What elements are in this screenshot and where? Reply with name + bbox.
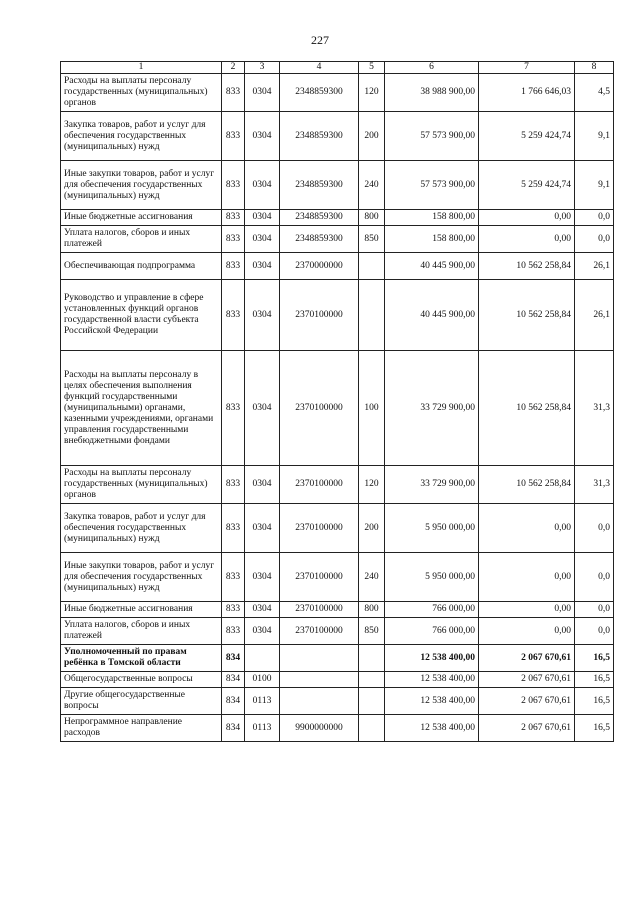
expense-type-cell: 120: [359, 74, 385, 112]
section-code-cell: 0304: [245, 466, 280, 504]
expense-type-cell: 100: [359, 351, 385, 466]
section-code-cell: [245, 645, 280, 672]
section-code-cell: 0113: [245, 688, 280, 715]
expense-name-cell: Расходы на выплаты персоналу в целях обеспечения выполнения функций государственными (муниципальными) органами, казенными учреждениями, органами управления государственными внебюджетными фондами: [61, 351, 222, 466]
percent-cell: 0,0: [575, 226, 614, 253]
table-row: [61, 112, 614, 161]
department-code-cell: 833: [222, 112, 245, 161]
actual-amount-cell: 2 067 670,61: [479, 645, 575, 672]
target-article-cell: 2348859300: [280, 112, 359, 161]
section-code-cell: 0304: [245, 602, 280, 618]
actual-amount-cell: 10 562 258,84: [479, 466, 575, 504]
expense-name-cell: Уполномоченный по правам ребёнка в Томской области: [61, 645, 222, 672]
column-header: 2: [222, 62, 245, 74]
department-code-cell: 833: [222, 351, 245, 466]
department-code-cell: 833: [222, 602, 245, 618]
expense-name-cell: Общегосударственные вопросы: [61, 672, 222, 688]
actual-amount-cell: 2 067 670,61: [479, 672, 575, 688]
expense-name-cell: Обеспечивающая подпрограмма: [61, 253, 222, 280]
section-code-cell: 0100: [245, 672, 280, 688]
plan-amount-cell: 33 729 900,00: [385, 351, 479, 466]
plan-amount-cell: 158 800,00: [385, 210, 479, 226]
plan-amount-cell: 5 950 000,00: [385, 553, 479, 602]
column-header: 1: [61, 62, 222, 74]
expense-name-cell: Иные закупки товаров, работ и услуг для обеспечения государственных (муниципальных) нужд: [61, 161, 222, 210]
section-code-cell: 0304: [245, 553, 280, 602]
table-row: [61, 161, 614, 210]
actual-amount-cell: 0,00: [479, 226, 575, 253]
expense-name-cell: Иные бюджетные ассигнования: [61, 210, 222, 226]
actual-amount-cell: 0,00: [479, 602, 575, 618]
actual-amount-cell: 0,00: [479, 618, 575, 645]
table-row: [61, 253, 614, 280]
target-article-cell: 2370000000: [280, 253, 359, 280]
actual-amount-cell: 0,00: [479, 553, 575, 602]
plan-amount-cell: 766 000,00: [385, 618, 479, 645]
plan-amount-cell: 40 445 900,00: [385, 253, 479, 280]
percent-cell: 0,0: [575, 553, 614, 602]
target-article-cell: 2370100000: [280, 618, 359, 645]
table-row: [61, 618, 614, 645]
expense-name-cell: Расходы на выплаты персоналу государственных (муниципальных) органов: [61, 74, 222, 112]
section-code-cell: 0304: [245, 504, 280, 553]
department-code-cell: 834: [222, 672, 245, 688]
expense-type-cell: 800: [359, 210, 385, 226]
expense-type-cell: 120: [359, 466, 385, 504]
expense-name-cell: Закупка товаров, работ и услуг для обеспечения государственных (муниципальных) нужд: [61, 112, 222, 161]
department-code-cell: 834: [222, 715, 245, 742]
plan-amount-cell: 12 538 400,00: [385, 688, 479, 715]
target-article-cell: 2370100000: [280, 280, 359, 351]
percent-cell: 0,0: [575, 618, 614, 645]
column-number-row: [61, 62, 614, 74]
table-row: [61, 466, 614, 504]
column-header: 6: [385, 62, 479, 74]
expense-name-cell: Закупка товаров, работ и услуг для обеспечения государственных (муниципальных) нужд: [61, 504, 222, 553]
column-header: 4: [280, 62, 359, 74]
percent-cell: 0,0: [575, 210, 614, 226]
section-code-cell: 0304: [245, 210, 280, 226]
section-code-cell: 0304: [245, 618, 280, 645]
plan-amount-cell: 38 988 900,00: [385, 74, 479, 112]
section-code-cell: 0304: [245, 253, 280, 280]
target-article-cell: 2370100000: [280, 602, 359, 618]
column-header: 7: [479, 62, 575, 74]
expense-type-cell: [359, 688, 385, 715]
actual-amount-cell: 2 067 670,61: [479, 715, 575, 742]
expense-type-cell: 850: [359, 618, 385, 645]
department-code-cell: 833: [222, 74, 245, 112]
department-code-cell: 833: [222, 553, 245, 602]
department-code-cell: 833: [222, 226, 245, 253]
table-row: [61, 553, 614, 602]
target-article-cell: [280, 645, 359, 672]
table-row: [61, 504, 614, 553]
percent-cell: 16,5: [575, 715, 614, 742]
target-article-cell: 9900000000: [280, 715, 359, 742]
department-code-cell: 833: [222, 280, 245, 351]
expense-type-cell: [359, 672, 385, 688]
expense-type-cell: 850: [359, 226, 385, 253]
expense-name-cell: Руководство и управление в сфере установленных функций органов государственной власти субъекта Российской Федерации: [61, 280, 222, 351]
table-row: [61, 672, 614, 688]
expense-type-cell: 200: [359, 112, 385, 161]
target-article-cell: 2348859300: [280, 74, 359, 112]
target-article-cell: 2370100000: [280, 466, 359, 504]
table-row: [61, 74, 614, 112]
department-code-cell: 833: [222, 161, 245, 210]
table-row: [61, 226, 614, 253]
actual-amount-cell: 1 766 646,03: [479, 74, 575, 112]
percent-cell: 16,5: [575, 645, 614, 672]
percent-cell: 9,1: [575, 112, 614, 161]
department-code-cell: 833: [222, 618, 245, 645]
actual-amount-cell: 5 259 424,74: [479, 161, 575, 210]
plan-amount-cell: 33 729 900,00: [385, 466, 479, 504]
column-header: 8: [575, 62, 614, 74]
percent-cell: 4,5: [575, 74, 614, 112]
percent-cell: 9,1: [575, 161, 614, 210]
expense-name-cell: Иные бюджетные ассигнования: [61, 602, 222, 618]
percent-cell: 26,1: [575, 253, 614, 280]
section-code-cell: 0304: [245, 226, 280, 253]
target-article-cell: 2348859300: [280, 161, 359, 210]
table-row: [61, 280, 614, 351]
table-row: [61, 645, 614, 672]
section-code-cell: 0304: [245, 161, 280, 210]
budget-table: [60, 61, 614, 742]
plan-amount-cell: 40 445 900,00: [385, 280, 479, 351]
expense-name-cell: Другие общегосударственные вопросы: [61, 688, 222, 715]
table-row: [61, 715, 614, 742]
column-header: 3: [245, 62, 280, 74]
department-code-cell: 834: [222, 688, 245, 715]
expense-type-cell: [359, 280, 385, 351]
plan-amount-cell: 766 000,00: [385, 602, 479, 618]
plan-amount-cell: 158 800,00: [385, 226, 479, 253]
table-row: [61, 602, 614, 618]
plan-amount-cell: 12 538 400,00: [385, 645, 479, 672]
percent-cell: 0,0: [575, 602, 614, 618]
department-code-cell: 833: [222, 466, 245, 504]
percent-cell: 26,1: [575, 280, 614, 351]
table-row: [61, 688, 614, 715]
percent-cell: 0,0: [575, 504, 614, 553]
target-article-cell: 2348859300: [280, 210, 359, 226]
actual-amount-cell: 10 562 258,84: [479, 253, 575, 280]
percent-cell: 16,5: [575, 688, 614, 715]
expense-name-cell: Иные закупки товаров, работ и услуг для обеспечения государственных (муниципальных) нужд: [61, 553, 222, 602]
plan-amount-cell: 57 573 900,00: [385, 112, 479, 161]
plan-amount-cell: 5 950 000,00: [385, 504, 479, 553]
percent-cell: 31,3: [575, 351, 614, 466]
table-row: [61, 210, 614, 226]
actual-amount-cell: 2 067 670,61: [479, 688, 575, 715]
expense-name-cell: Расходы на выплаты персоналу государственных (муниципальных) органов: [61, 466, 222, 504]
target-article-cell: [280, 688, 359, 715]
expense-type-cell: 240: [359, 553, 385, 602]
plan-amount-cell: 12 538 400,00: [385, 672, 479, 688]
expense-type-cell: 240: [359, 161, 385, 210]
department-code-cell: 833: [222, 210, 245, 226]
expense-type-cell: 200: [359, 504, 385, 553]
column-header: 5: [359, 62, 385, 74]
actual-amount-cell: 10 562 258,84: [479, 280, 575, 351]
target-article-cell: 2370100000: [280, 504, 359, 553]
section-code-cell: 0304: [245, 112, 280, 161]
expense-type-cell: [359, 715, 385, 742]
expense-type-cell: [359, 253, 385, 280]
percent-cell: 16,5: [575, 672, 614, 688]
section-code-cell: 0304: [245, 280, 280, 351]
table-row: [61, 351, 614, 466]
expense-type-cell: 800: [359, 602, 385, 618]
actual-amount-cell: 0,00: [479, 210, 575, 226]
department-code-cell: 834: [222, 645, 245, 672]
expense-name-cell: Непрограммное направление расходов: [61, 715, 222, 742]
section-code-cell: 0304: [245, 74, 280, 112]
table-body: [61, 74, 614, 742]
section-code-cell: 0113: [245, 715, 280, 742]
department-code-cell: 833: [222, 253, 245, 280]
percent-cell: 31,3: [575, 466, 614, 504]
target-article-cell: [280, 672, 359, 688]
expense-name-cell: Уплата налогов, сборов и иных платежей: [61, 226, 222, 253]
target-article-cell: 2370100000: [280, 351, 359, 466]
expense-type-cell: [359, 645, 385, 672]
page-number: 227: [311, 33, 329, 47]
actual-amount-cell: 0,00: [479, 504, 575, 553]
expense-name-cell: Уплата налогов, сборов и иных платежей: [61, 618, 222, 645]
target-article-cell: 2348859300: [280, 226, 359, 253]
plan-amount-cell: 12 538 400,00: [385, 715, 479, 742]
department-code-cell: 833: [222, 504, 245, 553]
target-article-cell: 2370100000: [280, 553, 359, 602]
actual-amount-cell: 5 259 424,74: [479, 112, 575, 161]
section-code-cell: 0304: [245, 351, 280, 466]
plan-amount-cell: 57 573 900,00: [385, 161, 479, 210]
actual-amount-cell: 10 562 258,84: [479, 351, 575, 466]
